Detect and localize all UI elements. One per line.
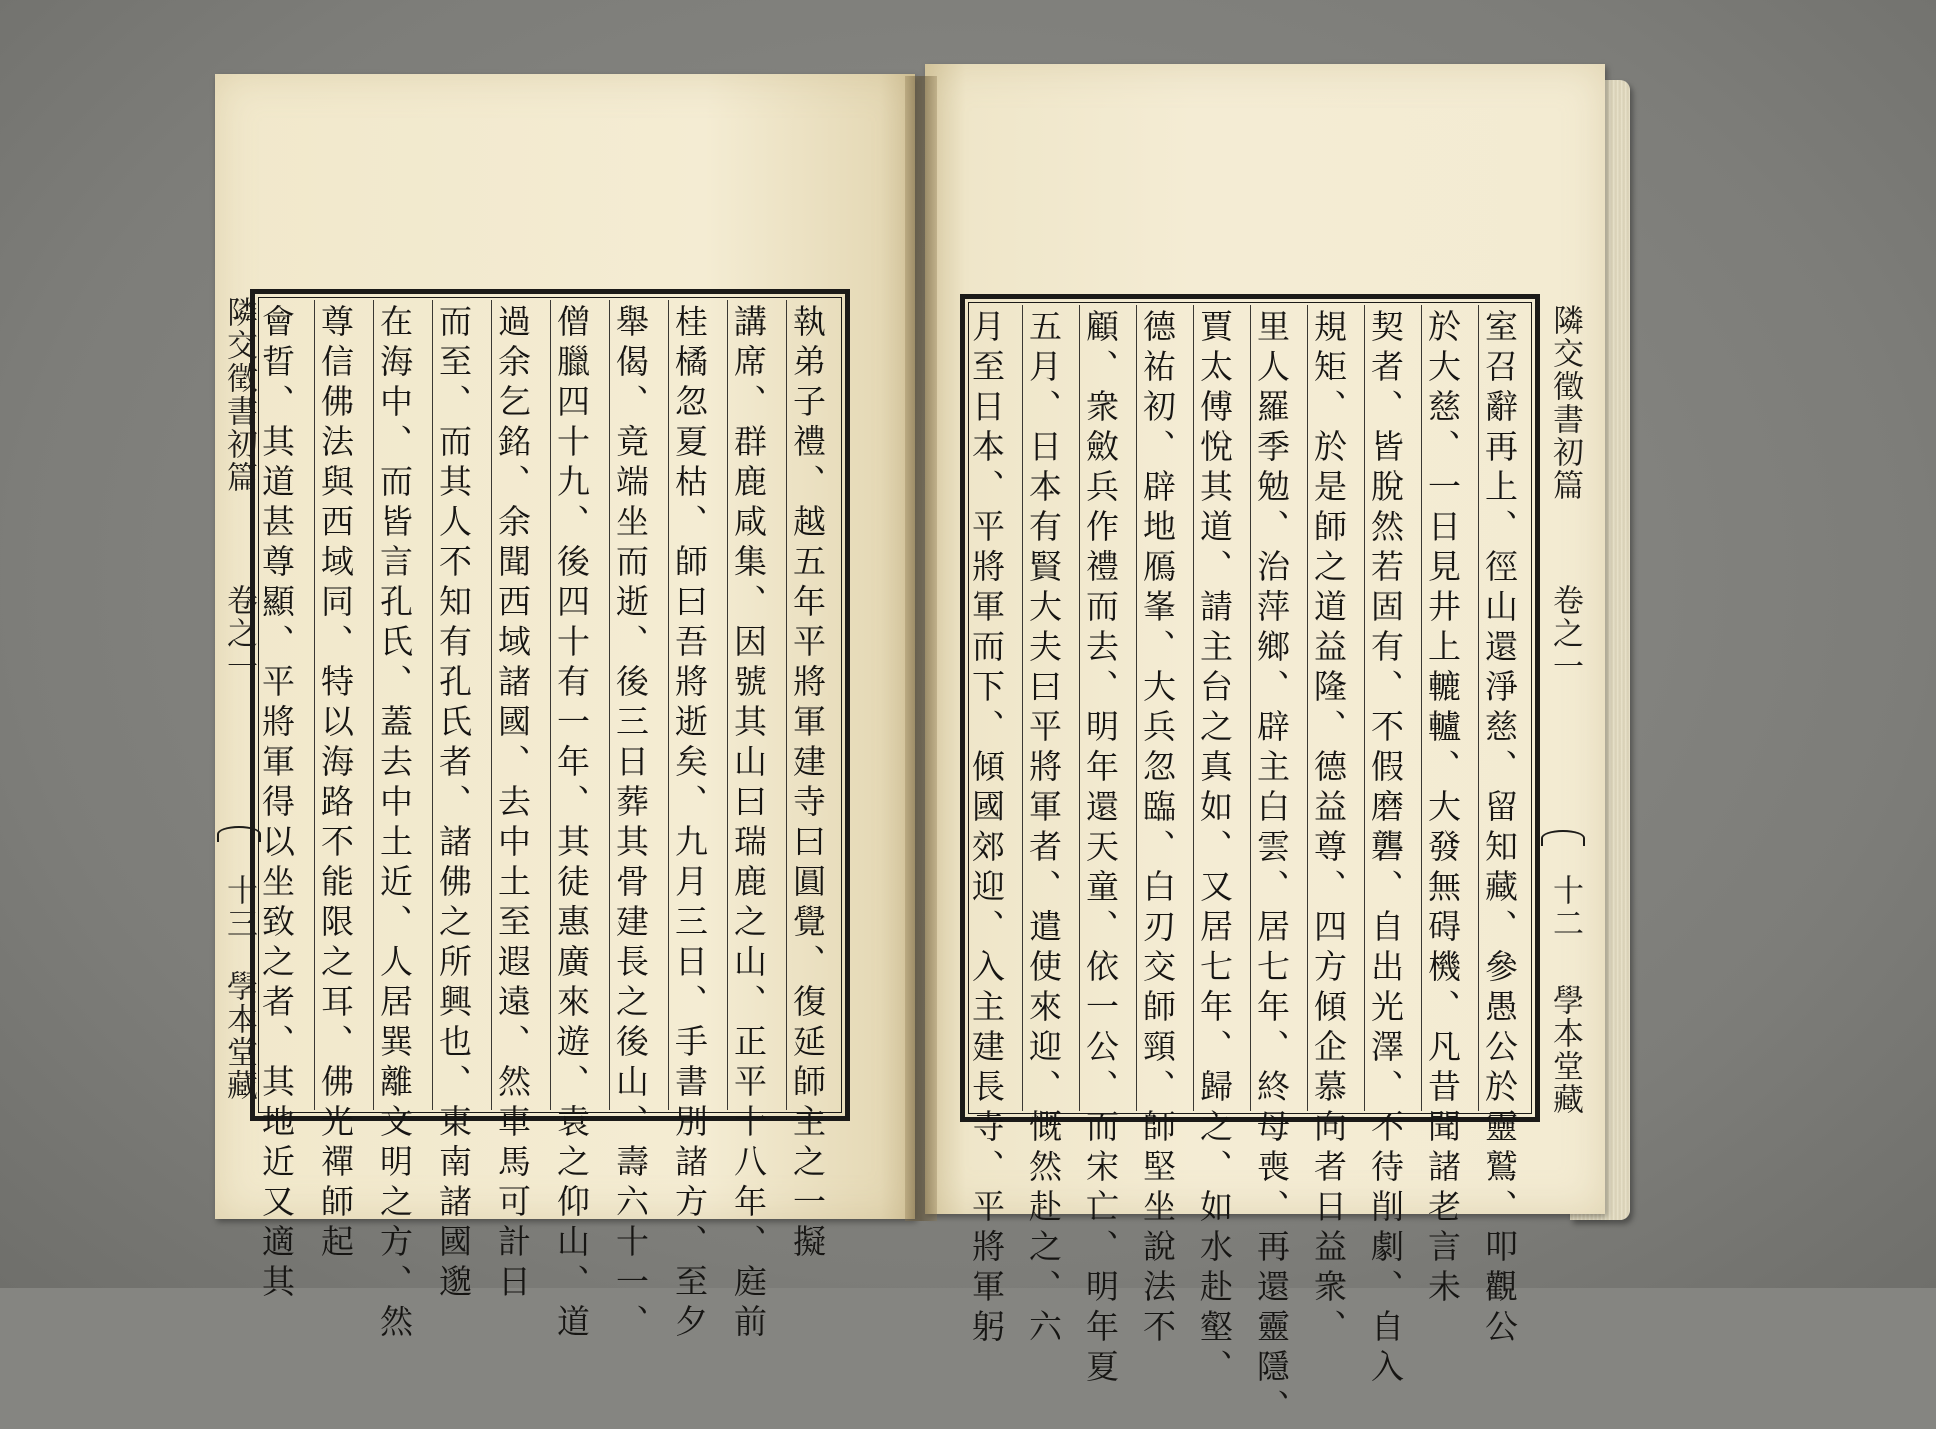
right-margin-volume: 卷之一	[1547, 584, 1583, 683]
open-book	[215, 64, 1715, 1429]
column-rule	[1250, 305, 1251, 1111]
column-rule	[550, 300, 551, 1110]
right-fish-tail-mark	[1541, 830, 1585, 846]
text-column: 月至日本、平將軍而下、傾國郊迎、入主建長寺、平將軍躬	[967, 309, 1006, 1349]
column-rule	[1364, 305, 1365, 1111]
text-column: 尊信佛法與西域同、特以海路不能限之耳、佛光禪師起	[316, 304, 355, 1264]
left-margin-leaf: 十三	[221, 874, 257, 940]
text-column: 五月、日本有賢大夫曰平將軍者、遣使來迎、慨然赴之、六	[1024, 309, 1063, 1349]
text-column: 在海中、而皆言孔氏、蓋去中土近、人居巽離文明之方、然	[375, 304, 414, 1344]
column-rule	[373, 300, 374, 1110]
left-margin-title: 隣交徵書初篇	[221, 296, 257, 494]
column-rule	[1307, 305, 1308, 1111]
column-rule	[1193, 305, 1194, 1111]
column-rule	[786, 300, 787, 1110]
text-column: 室召辭再上、徑山還淨慈、留知藏、參愚公於靈鷲、叩觀公	[1480, 309, 1519, 1349]
left-text-frame	[250, 289, 850, 1344]
right-text-frame	[960, 294, 1540, 1429]
column-rule	[1421, 305, 1422, 1111]
text-column: 德祐初、辟地鴈峯、大兵忽臨、白刃交師頸、師堅坐說法不	[1138, 309, 1177, 1349]
text-column: 里人羅季勉、治萍鄉、辟主白雲、居七年、終母喪、再還靈隱、	[1252, 309, 1291, 1429]
column-rule	[609, 300, 610, 1110]
column-rule	[1136, 305, 1137, 1111]
left-margin-volume: 卷之一	[221, 584, 257, 683]
column-rule	[1079, 305, 1080, 1111]
text-column: 舉偈、竟端坐而逝、後三日葬其骨建長之後山、壽六十一、	[611, 304, 650, 1344]
text-column: 契者、皆脫然若固有、不假磨礱、自出光澤、不待削劇、自入	[1366, 309, 1405, 1389]
column-rule	[491, 300, 492, 1110]
text-column: 僧臘四十九、後四十有一年、其徒惠廣來遊、袁之仰山、道	[552, 304, 591, 1344]
column-rule	[432, 300, 433, 1110]
text-column: 於大慈、一日見井上轆轤、大發無碍機、凡昔聞諸老言未	[1423, 309, 1462, 1309]
text-column: 講席、群鹿咸集、因號其山曰瑞鹿之山、正平十八年、庭前	[729, 304, 768, 1344]
text-column: 桂橘忽夏枯、師曰吾將逝矣、九月三日、手書別諸方、至夕	[670, 304, 709, 1344]
column-rule	[1478, 305, 1479, 1111]
column-rule	[668, 300, 669, 1110]
right-margin-leaf: 十二	[1547, 874, 1583, 940]
book-gutter	[905, 76, 937, 1221]
text-column: 規矩、於是師之道益隆、德益尊、四方傾企慕向者日益衆、	[1309, 309, 1348, 1349]
left-margin-publisher: 學本堂藏	[221, 970, 257, 1102]
text-column: 會晢、其道甚尊顯、平將軍得以坐致之者、其地近又適其	[257, 304, 296, 1304]
right-margin-publisher: 學本堂藏	[1547, 984, 1583, 1116]
text-column: 顧、衆斂兵作禮而去、明年還天童、依一公、而宋亡、明年夏	[1081, 309, 1120, 1389]
column-rule	[314, 300, 315, 1110]
right-margin-title: 隣交徵書初篇	[1547, 304, 1583, 502]
column-rule	[727, 300, 728, 1110]
column-rule	[1022, 305, 1023, 1111]
text-column: 過余乞銘、余聞西域諸國、去中土至遐遠、然車馬可計日	[493, 304, 532, 1304]
text-column: 執弟子禮、越五年平將軍建寺曰圓覺、復延師主之一擬	[788, 304, 827, 1264]
text-column: 而至、而其人不知有孔氏者、諸佛之所興也、東南諸國邈	[434, 304, 473, 1304]
text-column: 賈太傅悅其道、請主台之真如、又居七年、歸之、如水赴壑、	[1195, 309, 1234, 1389]
